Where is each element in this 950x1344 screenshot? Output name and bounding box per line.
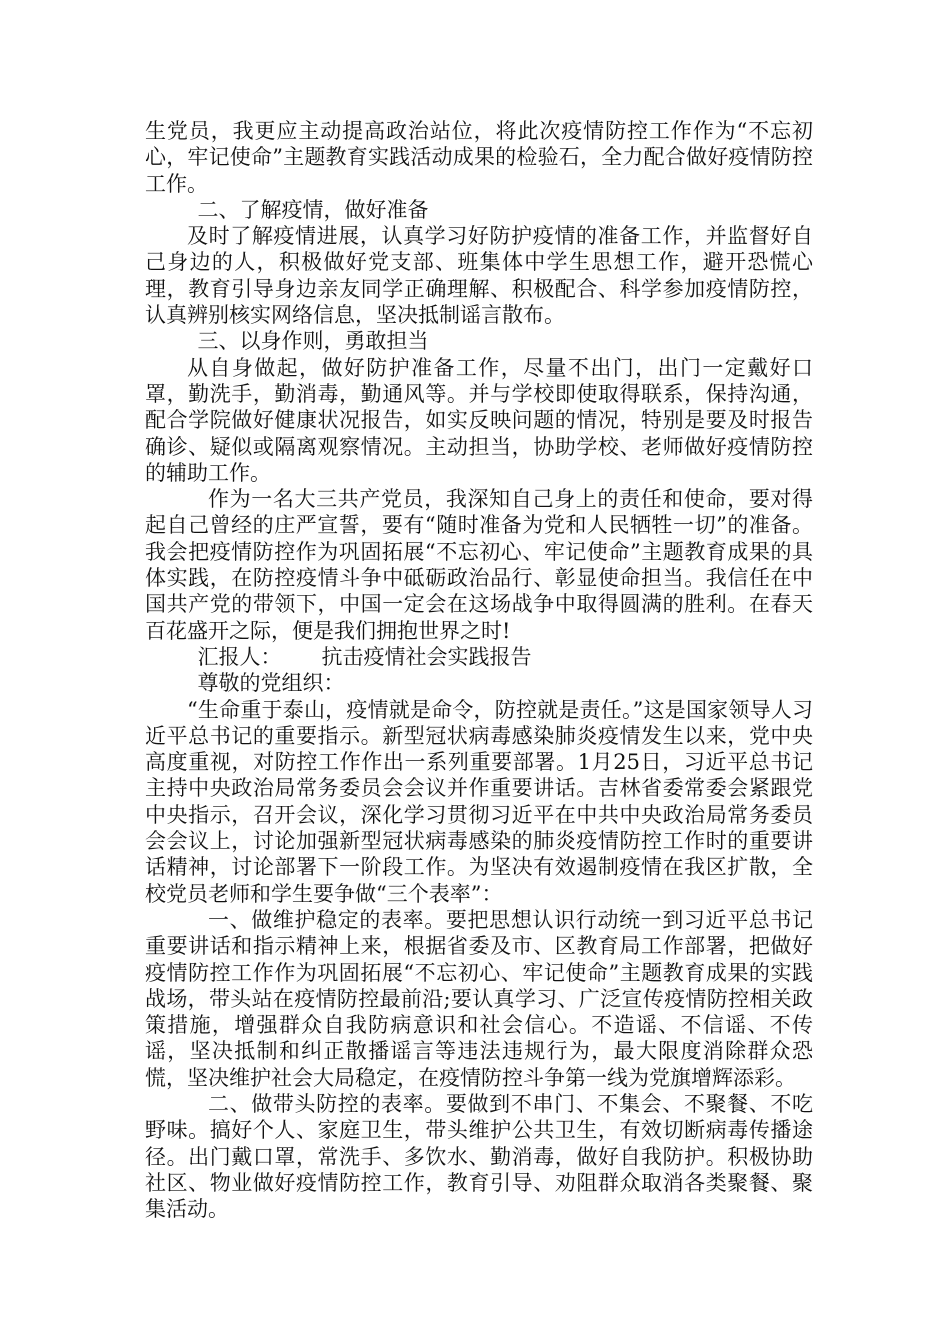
paragraph-understand-epidemic: 及时了解疫情进展，认真学习好防护疫情的准备工作，并监督好自己身边的人，积极做好党支部、班集体中学生思想工作，避开恐慌心理，教育引导身边亲友同学正确理解、积极配合、科学参加疫情防控，认真辨别核实网络信息，坚决抵制谣言散布。	[145, 224, 813, 328]
paragraph-instructions: “生命重于泰山，疫情就是命令，防控就是责任。”这是国家领导人习近平总书记的重要指示。新型冠状病毒感染肺炎疫情发生以来，党中央高度重视，对防控工作作出一系列重要部署。1月25日，习近平总书记主持中央政治局常务委员会会议并作重要讲话。吉林省委常委会紧跟党中央指示，召开会议，深化学习贯彻习近平在中共中央政治局常务委员会会议上，讨论加强新型冠状病毒感染的肺炎疫情防控工作时的重要讲话精神，讨论部署下一阶段工作。为坚决有效遏制疫情在我区扩散，全校党员老师和学生要争做“三个表率”：	[145, 697, 813, 906]
section-heading-lead-by-example: 三、以身作则，勇敢担当	[197, 329, 429, 354]
paragraph-prevention-model: 二、做带头防控的表率。要做到不串门、不集会、不聚餐、不吃野味。搞好个人、家庭卫生，带头维护公共卫生，有效切断病毒传播途径。出门戴口罩，常洗手、多饮水、勤消毒，做好自我防护。积极协助社区、物业做好疫情防控工作，教育引导、劝阻群众取消各类聚餐、聚集活动。	[145, 1091, 813, 1222]
paragraph-lead-by-example: 从自身做起，做好防护准备工作，尽量不出门，出门一定戴好口罩，勤洗手，勤消毒，勤通风等。并与学校即使取得联系，保持沟通，配合学院做好健康状况报告，如实反映问题的情况，特别是要及时报告确诊、疑似或隔离观察情况。主动担当，协助学校、老师做好疫情防控的辅助工作。	[145, 355, 813, 485]
paragraph-party-member-commitment: 作为一名大三共产党员，我深知自己身上的责任和使命，要对得起自己曾经的庄严宣誓，要有“随时准备为党和人民牺牲一切”的准备。我会把疫情防控作为巩固拓展“不忘初心、牢记使命”主题教育成果的具体实践，在防控疫情斗争中砥砺政治品行、彰显使命担当。我信任在中国共产党的带领下，中国一定会在这场战争中取得圆满的胜利。在春天百花盛开之际，便是我们拥抱世界之时!	[145, 487, 813, 643]
paragraph-intro-continuation: 生党员，我更应主动提高政治站位，将此次疫情防控工作作为“不忘初心，牢记使命”主题教育实践活动成果的检验石，全力配合做好疫情防控工作。	[145, 119, 813, 196]
reporter-line: 汇报人： 抗击疫情社会实践报告	[197, 644, 532, 669]
paragraph-stability-model: 一、做维护稳定的表率。要把思想认识行动统一到习近平总书记重要讲话和指示精神上来，根据省委及市、区教育局工作部署，把做好疫情防控工作作为巩固拓展“不忘初心、牢记使命”主题教育成果的实践战场，带头站在疫情防控最前沿;要认真学习、广泛宣传疫情防控相关政策措施，增强群众自我防病意识和社会信心。不造谣、不信谣、不传谣，坚决抵制和纠正散播谣言等违法违规行为，最大限度消除群众恐慌，坚决维护社会大局稳定，在疫情防控斗争第一线为党旗增辉添彩。	[145, 907, 813, 1090]
salutation: 尊敬的党组织：	[197, 671, 345, 696]
section-heading-understand-epidemic: 二、了解疫情，做好准备	[197, 197, 429, 222]
document-page	[145, 118, 813, 1222]
